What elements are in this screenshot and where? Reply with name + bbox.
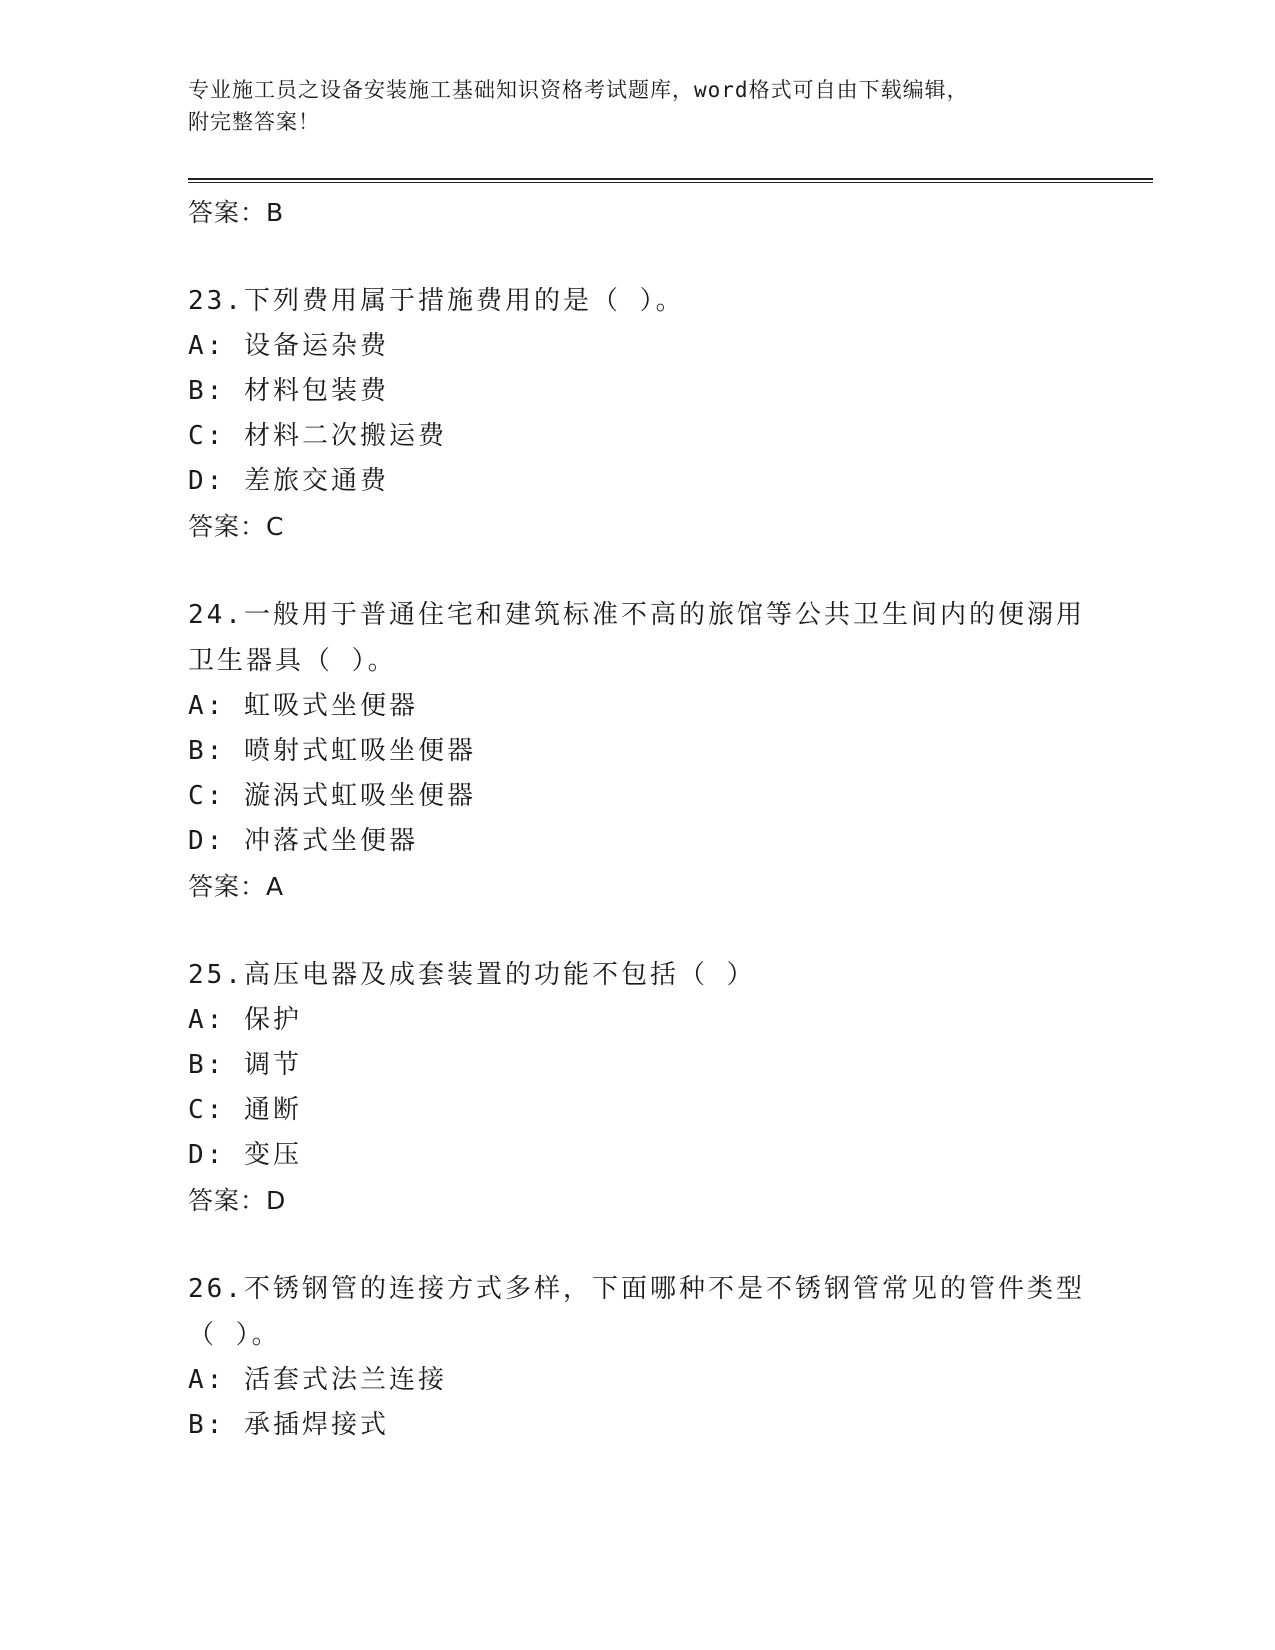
header-line-2: 附完整答案！ bbox=[188, 110, 320, 134]
option-b: B: 材料包装费 bbox=[188, 376, 389, 406]
question-stem-line-2: 卫生器具（ ）。 bbox=[188, 646, 397, 676]
answer-line: 答案：B bbox=[188, 198, 285, 227]
question-26 bbox=[188, 1266, 1088, 1448]
question-stem-line-2: （ ）。 bbox=[188, 1320, 281, 1350]
question-24 bbox=[188, 592, 1088, 910]
question-23 bbox=[188, 278, 1088, 550]
header-line-1: 专业施工员之设备安装施工基础知识资格考试题库，word格式可自由下载编辑， bbox=[188, 78, 969, 102]
option-a: A: 保护 bbox=[188, 1005, 302, 1035]
option-c: C: 漩涡式虹吸坐便器 bbox=[188, 781, 476, 811]
option-a: A: 设备运杂费 bbox=[188, 331, 389, 361]
answer-line: 答案：C bbox=[188, 512, 285, 541]
document-header bbox=[188, 74, 1068, 138]
option-b: B: 承插焊接式 bbox=[188, 1410, 389, 1440]
question-list bbox=[188, 190, 1088, 1448]
option-c: C: 通断 bbox=[188, 1095, 302, 1125]
question-stem: 23.下列费用属于措施费用的是（ ）。 bbox=[188, 286, 685, 316]
option-a: A: 活套式法兰连接 bbox=[188, 1365, 447, 1395]
answer-line: 答案：A bbox=[188, 872, 285, 901]
option-d: D: 变压 bbox=[188, 1140, 302, 1170]
option-b: B: 喷射式虹吸坐便器 bbox=[188, 736, 476, 766]
option-a: A: 虹吸式坐便器 bbox=[188, 691, 418, 721]
question-stem-line-1: 24.一般用于普通住宅和建筑标准不高的旅馆等公共卫生间内的便溺用 bbox=[188, 600, 1085, 630]
option-d: D: 冲落式坐便器 bbox=[188, 826, 418, 856]
option-c: C: 材料二次搬运费 bbox=[188, 421, 447, 451]
answer-line: 答案：D bbox=[188, 1186, 287, 1215]
question-stem-line-1: 26.不锈钢管的连接方式多样，下面哪种不是不锈钢管常见的管件类型 bbox=[188, 1274, 1085, 1304]
question-25 bbox=[188, 952, 1088, 1224]
question-stem: 25.高压电器及成套装置的功能不包括（ ） bbox=[188, 960, 756, 990]
option-d: D: 差旅交通费 bbox=[188, 466, 389, 496]
header-divider bbox=[188, 178, 1153, 183]
option-b: B: 调节 bbox=[188, 1050, 302, 1080]
